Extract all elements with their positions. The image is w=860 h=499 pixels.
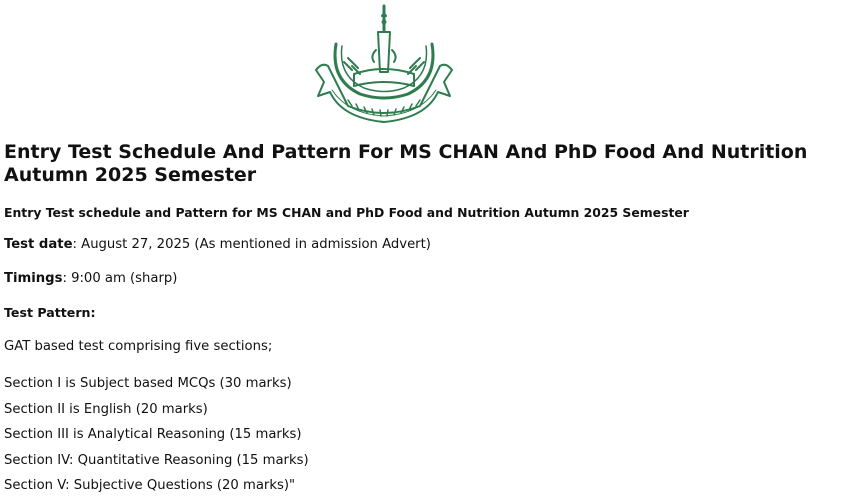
page-title: Entry Test Schedule And Pattern For MS CHAN And PhD Food And Nutrition Autumn 2025 Semester (4, 141, 808, 186)
section-item: Section V: Subjective Questions (20 marks)" (4, 478, 296, 494)
timings-value: : 9:00 am (sharp) (62, 271, 178, 286)
section-item: Section IV: Quantitative Reasoning (15 marks) (4, 452, 309, 468)
test-date-value: : August 27, 2025 (As mentioned in admission Advert) (72, 237, 431, 252)
article-subtitle: Entry Test schedule and Pattern for MS CHAN and PhD Food and Nutrition Autumn 2025 Semester (4, 205, 689, 220)
university-crest-icon (308, 2, 460, 126)
test-pattern-heading: Test Pattern: (4, 305, 96, 320)
section-item: Section I is Subject based MCQs (30 marks) (4, 376, 292, 391)
timings-line (4, 270, 177, 288)
university-logo (308, 2, 460, 126)
section-item: Section III is Analytical Reasoning (15 marks) (4, 427, 302, 443)
test-date-line (4, 236, 431, 254)
sections-list (4, 371, 309, 499)
section-item: Section II is English (20 marks) (4, 401, 208, 417)
test-date-label: Test date (4, 237, 73, 252)
gat-description: GAT based test comprising five sections; (4, 339, 273, 354)
timings-label: Timings (4, 271, 63, 286)
